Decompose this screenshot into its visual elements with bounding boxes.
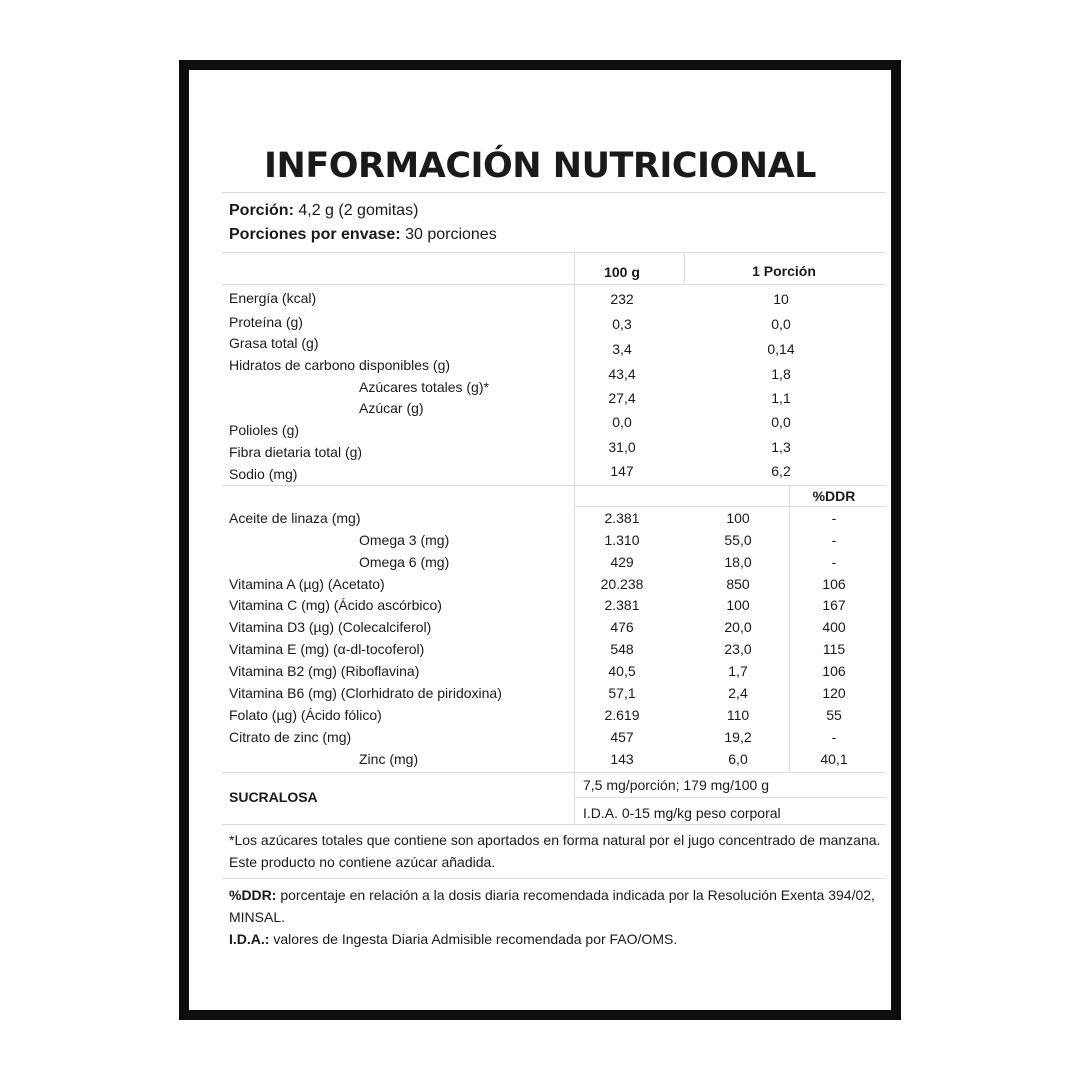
divider (222, 485, 886, 486)
value-portion: 0,0 (771, 414, 791, 430)
value-ddr: 120 (822, 685, 846, 701)
nutrient-label: Omega 3 (mg) (359, 532, 450, 548)
nutrient-label: Fibra dietaria total (g) (229, 444, 363, 460)
sucralosa-dose: 7,5 mg/porción; 179 mg/100 g (583, 777, 770, 793)
value-ddr: - (831, 554, 837, 570)
divider (222, 284, 886, 285)
column-divider (574, 253, 575, 824)
nutrient-label: Sodio (mg) (229, 466, 298, 482)
nutrient-label: Zinc (mg) (359, 751, 419, 767)
nutrient-label: Polioles (g) (229, 422, 300, 438)
nutrient-label: Vitamina D3 (µg) (Colecalciferol) (229, 619, 432, 635)
value-100g: 0,0 (612, 414, 632, 430)
value-portion: 1,8 (771, 366, 791, 382)
value-ddr: 400 (822, 619, 846, 635)
value-portion: 0,0 (771, 316, 791, 332)
portions-per-pack-line: Porciones por envase: 30 porciones (229, 226, 497, 243)
value-100g: 147 (610, 463, 634, 479)
nutrient-label: Citrato de zinc (mg) (229, 729, 352, 745)
value-portion: 10 (773, 291, 789, 307)
nutrient-label: Grasa total (g) (229, 335, 319, 351)
value-100g: 457 (610, 729, 634, 745)
value-portion: 23,0 (724, 641, 752, 657)
portion-line: Porción: 4,2 g (2 gomitas) (229, 202, 419, 219)
divider (222, 878, 886, 879)
divider (222, 192, 886, 193)
value-ddr: 40,1 (820, 751, 848, 767)
nutrient-label: Omega 6 (mg) (359, 554, 450, 570)
value-ddr: - (831, 510, 837, 526)
value-portion: 1,1 (771, 390, 791, 406)
value-100g: 3,4 (612, 341, 632, 357)
value-100g: 2.381 (604, 510, 640, 526)
sucralosa-label: SUCRALOSA (229, 789, 318, 805)
nutrient-label: Azúcar (g) (359, 400, 424, 416)
value-100g: 2.619 (604, 707, 640, 723)
value-100g: 20.238 (600, 576, 644, 592)
value-100g: 57,1 (608, 685, 636, 701)
value-100g: 31,0 (608, 439, 636, 455)
value-100g: 0,3 (612, 316, 632, 332)
ida-footnote: I.D.A.: valores de Ingesta Diaria Admisible recomendada por FAO/OMS. (229, 931, 678, 947)
ddr-footnote: %DDR: porcentaje en relación a la dosis diaria recomendada indicada por la Resolución Exenta 394/02, MINSAL. (229, 887, 875, 925)
value-portion: 20,0 (724, 619, 752, 635)
sugar-footnote: *Los azúcares totales que contiene son aportados en forma natural por el jugo concentrado de manzana. Este producto no contiene azúcar añadida. (229, 832, 881, 870)
value-portion: 2,4 (728, 685, 748, 701)
nutrient-label: Proteína (g) (229, 314, 303, 330)
value-100g: 548 (610, 641, 634, 657)
value-ddr: - (831, 532, 837, 548)
value-ddr: 167 (822, 597, 846, 613)
column-header-portion: 1 Porción (752, 263, 816, 279)
nutrient-label: Vitamina B6 (mg) (Clorhidrato de piridoxina) (229, 685, 502, 701)
value-ddr: 55 (826, 707, 842, 723)
nutrient-label: Vitamina E (mg) (α-dl-tocoferol) (229, 641, 425, 657)
value-portion: 0,14 (767, 341, 795, 357)
value-100g: 232 (610, 291, 634, 307)
nutrient-label: Vitamina B2 (mg) (Riboflavina) (229, 663, 420, 679)
divider (574, 797, 886, 798)
sucralosa-ida: I.D.A. 0-15 mg/kg peso corporal (583, 805, 781, 821)
page-title: INFORMACIÓN NUTRICIONAL (264, 146, 816, 186)
value-100g: 27,4 (608, 390, 636, 406)
value-100g: 2.381 (604, 597, 640, 613)
nutrient-label: Energía (kcal) (229, 290, 317, 306)
value-100g: 40,5 (608, 663, 636, 679)
nutrient-label: Vitamina A (µg) (Acetato) (229, 576, 385, 592)
nutrient-label: Hidratos de carbono disponibles (g) (229, 357, 451, 373)
value-100g: 476 (610, 619, 634, 635)
value-100g: 143 (610, 751, 634, 767)
nutrient-label: Azúcares totales (g)* (359, 379, 489, 395)
column-header-ddr: %DDR (812, 488, 856, 504)
value-portion: 19,2 (724, 729, 752, 745)
column-divider (789, 486, 790, 772)
value-portion: 6,2 (771, 463, 791, 479)
value-portion: 18,0 (724, 554, 752, 570)
nutrient-label: Folato (µg) (Ácido fólico) (229, 707, 382, 723)
value-ddr: 106 (822, 576, 846, 592)
value-portion: 100 (726, 597, 750, 613)
value-portion: 1,3 (771, 439, 791, 455)
value-portion: 55,0 (724, 532, 752, 548)
value-100g: 43,4 (608, 366, 636, 382)
column-header-100g: 100 g (604, 264, 640, 280)
value-portion: 110 (726, 707, 750, 723)
value-portion: 6,0 (728, 751, 748, 767)
value-ddr: 115 (822, 641, 846, 657)
divider (574, 506, 886, 507)
nutrient-label: Aceite de linaza (mg) (229, 510, 361, 526)
value-portion: 850 (726, 576, 750, 592)
value-100g: 429 (610, 554, 634, 570)
divider (222, 824, 886, 825)
column-divider (684, 253, 685, 285)
value-ddr: 106 (822, 663, 846, 679)
divider (222, 252, 886, 253)
value-portion: 1,7 (728, 663, 748, 679)
value-portion: 100 (726, 510, 750, 526)
value-ddr: - (831, 729, 837, 745)
nutrient-label: Vitamina C (mg) (Ácido ascórbico) (229, 597, 442, 613)
divider (222, 772, 886, 773)
value-100g: 1.310 (604, 532, 640, 548)
